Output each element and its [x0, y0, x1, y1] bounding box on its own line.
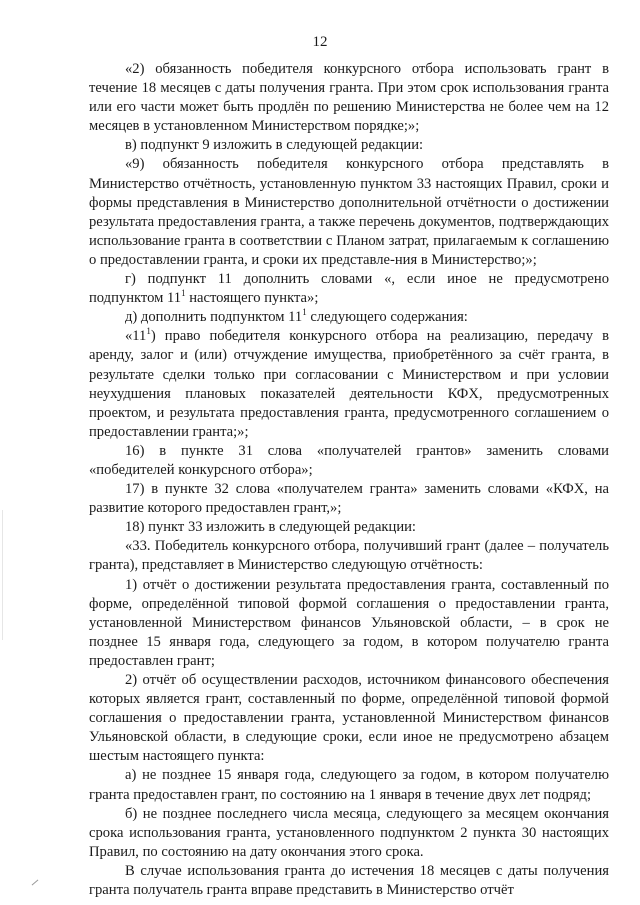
paragraph-14: б) не позднее последнего числа месяца, следующего за месяцем окончания срока использования гранта, установленного подпунктом 2 пункта 30 настоящих Правил, по состоянию на дату окончания этого срока. — [89, 805, 609, 860]
paragraph-13: а) не позднее 15 января года, следующего за годом, в котором получателю гранта предоставлен грант, по состоянию на 1 января в течение двух лет подряд; — [89, 767, 609, 803]
paragraph-9: 18) пункт 33 изложить в следующей редакции: — [125, 519, 416, 536]
document-body — [89, 60, 609, 900]
page-number: 12 — [312, 34, 328, 50]
paragraph-12: 2) отчёт об осуществлении расходов, источником финансового обеспечения которых является грант, составленный по форме, определённой типовой формой соглашения о предоставлении гранта, установленной Министерством финансов Ульяновской области, в следующие сроки, если иное не предусмотрено абзацем шестым настоящего пункта: — [89, 672, 609, 765]
paragraph-8: 17) в пункте 32 слова «получателем гранта» заменить словами «КФХ, на развитие которого предоставлен грант,»; — [89, 481, 609, 517]
scan-edge-shadow — [2, 510, 3, 640]
scan-mark — [32, 880, 39, 886]
superscript-one: 1 — [302, 307, 307, 318]
paragraph-3: «9) обязанность победителя конкурсного отбора представлять в Министерство отчётность, установленную пунктом 33 настоящих Правил, сроки и формы представления в Министерство дополнительной отчётности о достижении результата предоставления гранта, а также перечень документов, подтверждающих использование гранта в соответствии с Планом затрат, прилагаемым к соглашению о предоставлении гранта, и сроки их представле-ния в Министерство;»; — [89, 156, 609, 268]
superscript-one: 1 — [181, 288, 186, 299]
paragraph-10: «33. Победитель конкурсного отбора, получивший грант (далее – получатель гранта), представляет в Министерство следующую отчётность: — [89, 538, 609, 574]
paragraph-4: г) подпункт 11 дополнить словами «, если иное не предусмотрено подпунктом $11^1$ настоящего пункта»; — [89, 271, 609, 307]
paragraph-5: д) дополнить подпунктом $11^1$ следующего содержания: — [125, 307, 468, 326]
paragraph-1: «2) обязанность победителя конкурсного отбора использовать грант в течение 18 месяцев с даты получения гранта. При этом срок использования гранта или его части может быть продлён по решению Министерства не более чем на 12 месяцев в установленном Министерством порядке;»; — [89, 61, 609, 135]
paragraph-2: в) подпункт 9 изложить в следующей редакции: — [125, 137, 424, 154]
superscript-one: 1 — [146, 326, 151, 337]
paragraph-11: 1) отчёт о достижении результата предоставления гранта, составленный по форме, определённой типовой формой соглашения о предоставлении гранта, установленной Министерством финансов Ульяновской области, – в срок не позднее 15 января года, следующего за годом, в котором получателю гранта предоставлен грант; — [89, 576, 609, 669]
paragraph-15: В случае использования гранта до истечения 18 месяцев с даты получения гранта получатель гранта вправе представить в Министерство отчёт — [89, 862, 609, 899]
paragraph-6: «$11^1$) право победителя конкурсного отбора на реализацию, передачу в аренду, залог и (или) отчуждение имущества, приобретённого за счёт гранта, в результате сделки только при согласовании с Министерством и при условии неухудшения плановых показателей деятельности КФХ, предусмотренных проектом, и результата предоставления гранта, предусмотренного соглашением о предоставлении гранта;»; — [89, 326, 609, 440]
paragraph-7: 16) в пункте 31 слова «получателей грантов» заменить словами «победителей конкурсного отбора»; — [89, 442, 609, 478]
